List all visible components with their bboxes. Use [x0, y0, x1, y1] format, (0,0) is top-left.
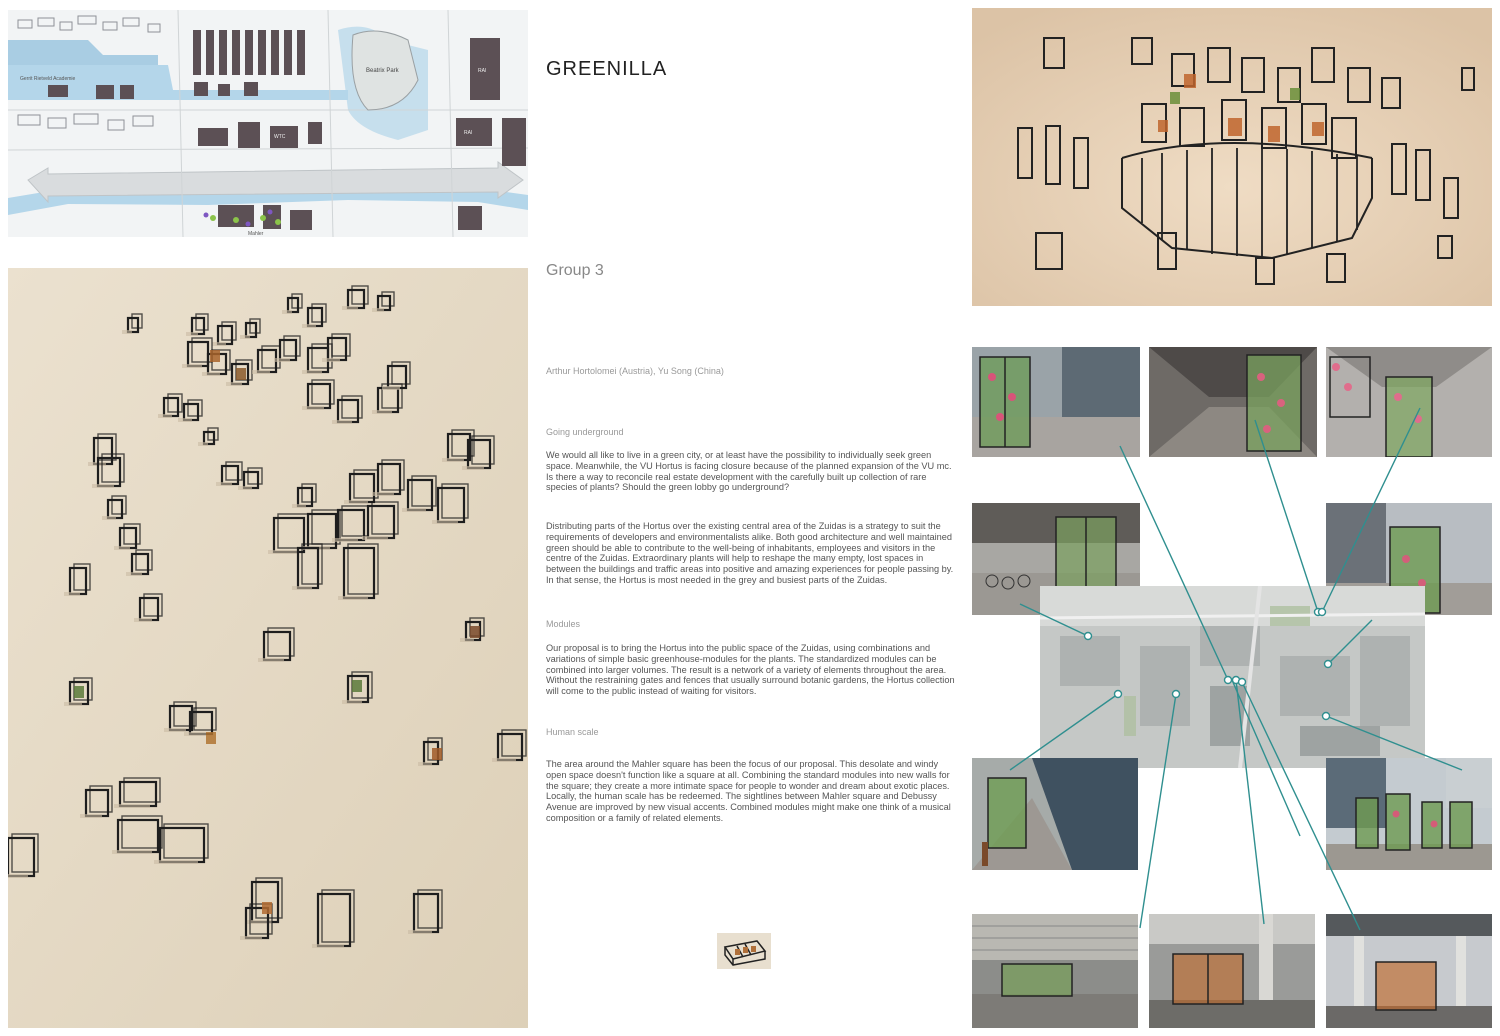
map-label-rai-2: RAI	[464, 130, 473, 136]
project-title: GREENILLA	[546, 58, 668, 80]
site-map	[8, 10, 528, 237]
photo-drawing	[1326, 758, 1492, 870]
aerial-photo-drawing	[1040, 586, 1425, 768]
paragraph-human-scale: The area around the Mahler square has been the focus of our proposal. This desolate and windy open space doesn't function like a square at all. Combining the standard modules into new walls for the square; they create a more intimate space for people to wonder and dream about exotic places. Locally, the human scale has be redeemed. The sightlines between Mahler square and Debussy Avenue are improved by new visual accents. Combined modules might make one think of a musical composition or a family of related elements.	[546, 759, 951, 823]
map-label-rai-1: RAI	[478, 68, 487, 74]
photo-drawing	[972, 347, 1140, 457]
photo-drawing	[972, 758, 1138, 870]
map-label-academie: Gerrit Rietveld Academie	[20, 76, 76, 82]
photo-tunnel-greenhouse	[1149, 347, 1317, 457]
paragraph-going-underground-2: Distributing parts of the Hortus over the existing central area of the Zuidas is a strategy to suit the requirements of developers and environmentalists alike. Both good architecture and well maintained green should be able to contribute to the well-being of inhabitants, employees and visitors in the centre of the Zuidas. Extraordinary plants will help to reshape the many empty, lost spaces in between the buildings and traffic areas into positive and amazing experiences for people passing by. In that sense, the Hortus is most needed in the grey and busiest parts of the Zuidas.	[546, 521, 954, 585]
map-label-beatrix-park: Beatrix Park	[366, 68, 399, 74]
photo-plaza-greenhouse	[1326, 914, 1492, 1028]
model-photo-top-view	[8, 268, 528, 1028]
heading-human-scale: Human scale	[546, 727, 599, 737]
photo-column-greenhouse	[1149, 914, 1315, 1028]
map-label-wtc: WTC	[274, 134, 286, 140]
photo-entrance-greenhouse	[972, 914, 1138, 1028]
model-perspective-drawing	[972, 8, 1492, 306]
model-photo-drawing	[8, 268, 528, 1028]
model-photo-perspective	[972, 8, 1492, 306]
photo-drawing	[1326, 347, 1492, 457]
photo-square-greenhouse-2	[1326, 758, 1492, 870]
paragraph-modules: Our proposal is to bring the Hortus into the public space of the Zuidas, using combinations and variations of simple basic greenhouse-modules for the plants. The standardized modules can be combined into larger volumes. The result is a network of a variety of elements throughout the area. Without the restraining gates and fences that usually surround botanic gardens, the Hortus collection will come to the public instead of waiting for visitors.	[546, 643, 955, 697]
site-map-drawing	[8, 10, 528, 237]
photo-drawing	[1326, 914, 1492, 1028]
group-label: Group 3	[546, 262, 604, 279]
authors: Arthur Hortolomei (Austria), Yu Song (China)	[546, 366, 724, 376]
heading-modules: Modules	[546, 619, 581, 629]
photo-drawing	[1149, 914, 1315, 1028]
photo-drawing	[972, 914, 1138, 1028]
module-thumbnail	[717, 933, 771, 969]
map-label-mahler: Mahler	[248, 231, 264, 237]
photo-street-greenhouse-1	[972, 347, 1140, 457]
aerial-photo	[1040, 586, 1425, 768]
heading-going-underground: Going underground	[546, 427, 624, 437]
module-thumbnail-drawing	[717, 933, 771, 969]
photo-sidewalk-greenhouse	[972, 758, 1138, 870]
photo-underpass-greenhouse	[1326, 347, 1492, 457]
paragraph-going-underground-1: We would all like to live in a green city, or at least have the possibility to individually seek green space. Meanwhile, the VU Hortus is facing closure because of the planned expansion of the VU mc. Is there a way to reconcile real estate development with the carefully built up collection of rare species of plants? Should the green lobby go underground?	[546, 450, 952, 493]
photo-drawing	[1149, 347, 1317, 457]
